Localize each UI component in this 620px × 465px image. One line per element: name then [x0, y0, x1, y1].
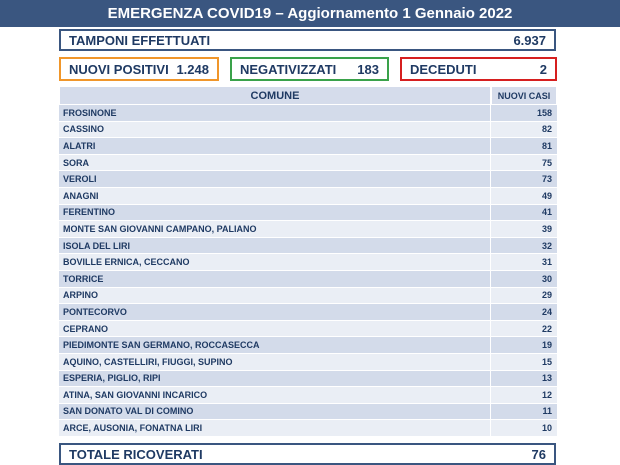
comune-cell: ESPERIA, PIGLIO, RIPI	[59, 371, 491, 388]
nuovi-positivi-value: 1.248	[176, 61, 209, 77]
nuovi-casi-cell: 31	[491, 254, 557, 271]
table-row	[59, 387, 557, 404]
nuovi-casi-cell: 75	[491, 155, 557, 172]
nuovi-casi-cell: 41	[491, 205, 557, 222]
comune-cell: CASSINO	[59, 122, 491, 139]
tamponi-label: TAMPONI EFFETTUATI	[69, 32, 211, 48]
comune-cell: ISOLA DEL LIRI	[59, 238, 491, 255]
deceduti-box	[400, 57, 557, 81]
table-row	[59, 122, 557, 139]
comune-cell: PIEDIMONTE SAN GERMANO, ROCCASECCA	[59, 337, 491, 354]
tamponi-value: 6.937	[513, 32, 546, 48]
nuovi-positivi-box	[59, 57, 219, 81]
table-row	[59, 105, 557, 122]
nuovi-casi-cell: 13	[491, 371, 557, 388]
comune-cell: AQUINO, CASTELLIRI, FIUGGI, SUPINO	[59, 354, 491, 371]
nuovi-casi-cell: 49	[491, 188, 557, 205]
comune-cell: MONTE SAN GIOVANNI CAMPANO, PALIANO	[59, 221, 491, 238]
table-row	[59, 371, 557, 388]
table-row	[59, 321, 557, 338]
nuovi-casi-cell: 15	[491, 354, 557, 371]
nuovi-casi-cell: 39	[491, 221, 557, 238]
negativizzati-value: 183	[357, 61, 379, 77]
nuovi-casi-cell: 32	[491, 238, 557, 255]
comune-cell: SAN DONATO VAL DI COMINO	[59, 404, 491, 421]
table-row	[59, 155, 557, 172]
table-row	[59, 354, 557, 371]
totale-ricoverati-label: TOTALE RICOVERATI	[69, 446, 203, 462]
nuovi-casi-cell: 82	[491, 122, 557, 139]
nuovi-casi-cell: 19	[491, 337, 557, 354]
nuovi-positivi-label: NUOVI POSITIVI	[69, 61, 169, 77]
table-body	[59, 105, 557, 437]
comuni-table	[59, 86, 557, 437]
table-row	[59, 404, 557, 421]
table-row	[59, 188, 557, 205]
comune-cell: TORRICE	[59, 271, 491, 288]
comune-cell: FERENTINO	[59, 205, 491, 222]
nuovi-casi-cell: 22	[491, 321, 557, 338]
table-row	[59, 205, 557, 222]
nuovi-casi-cell: 73	[491, 171, 557, 188]
comune-cell: ANAGNI	[59, 188, 491, 205]
table-row	[59, 238, 557, 255]
nuovi-casi-cell: 11	[491, 404, 557, 421]
comune-cell: ARPINO	[59, 288, 491, 305]
nuovi-casi-cell: 29	[491, 288, 557, 305]
nuovi-casi-cell: 24	[491, 304, 557, 321]
nuovi-casi-cell: 12	[491, 387, 557, 404]
nuovi-casi-cell: 30	[491, 271, 557, 288]
table-row	[59, 171, 557, 188]
totale-ricoverati-box	[59, 443, 556, 465]
nuovi-casi-cell: 81	[491, 138, 557, 155]
nuovi-casi-cell: 158	[491, 105, 557, 122]
comune-cell: CEPRANO	[59, 321, 491, 338]
column-header-nuovi-casi: NUOVI CASI	[491, 86, 557, 105]
comune-cell: SORA	[59, 155, 491, 172]
negativizzati-label: NEGATIVIZZATI	[240, 61, 337, 77]
table-row	[59, 138, 557, 155]
table-header	[59, 86, 557, 105]
table-row	[59, 271, 557, 288]
comune-cell: ALATRI	[59, 138, 491, 155]
table-row	[59, 337, 557, 354]
table-row	[59, 420, 557, 437]
comune-cell: BOVILLE ERNICA, CECCANO	[59, 254, 491, 271]
comune-cell: FROSINONE	[59, 105, 491, 122]
table-row	[59, 288, 557, 305]
page-title: EMERGENZA COVID19 – Aggiornamento 1 Gennaio 2022	[0, 0, 620, 27]
totale-ricoverati-value: 76	[531, 446, 546, 462]
column-header-comune: COMUNE	[59, 86, 491, 105]
nuovi-casi-cell: 10	[491, 420, 557, 437]
deceduti-label: DECEDUTI	[410, 61, 477, 77]
table-row	[59, 254, 557, 271]
table-row	[59, 221, 557, 238]
comune-cell: ARCE, AUSONIA, FONATNA LIRI	[59, 420, 491, 437]
table-row	[59, 304, 557, 321]
tamponi-box	[59, 29, 556, 51]
comune-cell: ATINA, SAN GIOVANNI INCARICO	[59, 387, 491, 404]
comune-cell: VEROLI	[59, 171, 491, 188]
deceduti-value: 2	[539, 61, 547, 77]
negativizzati-box	[230, 57, 389, 81]
comune-cell: PONTECORVO	[59, 304, 491, 321]
